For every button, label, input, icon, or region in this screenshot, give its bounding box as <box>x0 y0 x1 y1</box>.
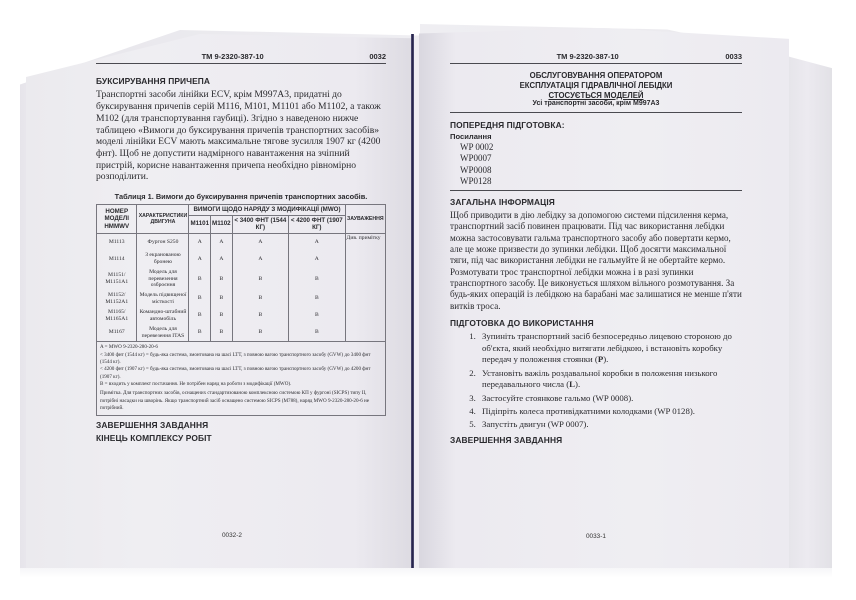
cell-engine: Модель підвищеної місткості <box>137 290 189 307</box>
table-row <box>97 290 386 307</box>
cell-lt4200: A <box>289 251 345 268</box>
cell-m1101: B <box>189 268 211 290</box>
table-row <box>97 251 386 268</box>
left-page-header <box>96 52 386 64</box>
title-line-3: СТОСУЄТЬСЯ МОДЕЛЕЙ <box>548 90 644 100</box>
work-package-title-block <box>450 64 742 113</box>
cell-remarks: Див. примітку <box>345 233 385 251</box>
title-line-2: ЕКСПЛУАТАЦІЯ ГІДРАВЛІЧНОЇ ЛЕБІДКИ <box>519 80 673 90</box>
cell-m1102: B <box>211 268 233 290</box>
cell-lt4200: A <box>289 233 345 251</box>
cell-m1101: B <box>189 324 211 342</box>
step-item: 1. Зупиніть транспортний засіб безпосередньо лицевою стороною до об'єкта, який необхідно витягати лебідкою, і встановіть коробку передач у положення стоянки (P). <box>478 331 742 365</box>
reference-item: WP 0002 <box>460 141 494 152</box>
col-mwo-group: ВИМОГИ ЩОДО НАРЯДУ З МОДИФІКАЦІЇ (MWO) <box>189 205 345 216</box>
cell-remarks <box>345 268 385 290</box>
reference-item: WP0128 <box>460 176 492 187</box>
doc-number: ТМ 9-2320-387-10 <box>201 52 264 61</box>
general-info-title: ЗАГАЛЬНА ІНФОРМАЦІЯ <box>450 196 555 207</box>
cell-lt3400: B <box>232 307 288 324</box>
cell-model: M1165/ M1165A1 <box>97 307 137 324</box>
divider <box>450 190 742 191</box>
doc-number: ТМ 9-2320-387-10 <box>556 52 619 61</box>
note-b: B = входить у комплект постачання. Не потрібен наряд на роботи з модифікації (MWO). <box>100 381 292 388</box>
cell-m1101: A <box>189 251 211 268</box>
col-model: НОМЕР МОДЕЛІ HMMWV <box>97 205 137 234</box>
cell-m1102: B <box>211 290 233 307</box>
col-m1102: M1102 <box>211 215 233 233</box>
table-footnote: Примітка. Для транспортних засобів, оснащених стандартизованою комплексною системою КП у фургоні (SICPS) типу II, потрібні насадки на шворінь. Якщо транспортний засіб оснащено системою SICPS (M788), наряд MWO 9-2320-280-20-6 не потрібний. <box>100 390 369 412</box>
cell-m1102: A <box>211 251 233 268</box>
col-engine: ХАРАКТЕРИСТИКИ ДВИГУНА <box>137 205 189 234</box>
wp-number: 0032 <box>369 52 386 61</box>
refs-label: Посилання <box>450 132 492 142</box>
usage-prep-title: ПІДГОТОВКА ДО ВИКОРИСТАННЯ <box>450 318 594 329</box>
step-item: 5. Запустіть двигун (WP 0007). <box>478 419 742 430</box>
cell-remarks <box>345 290 385 307</box>
cell-lt3400: B <box>232 290 288 307</box>
cell-engine: Командно-штабний автомобіль <box>137 307 189 324</box>
cell-model: M1151/ M1151A1 <box>97 268 137 290</box>
reference-item: WP0007 <box>460 153 492 164</box>
cell-lt3400: B <box>232 268 288 290</box>
references-list <box>450 142 742 188</box>
col-lt4200: < 4200 ФНТ (1907 КГ) <box>289 215 345 233</box>
step-item: 2. Установіть важіль роздавальної коробки в положення низького передавального числа (L). <box>478 368 742 391</box>
col-m1101: M1101 <box>189 215 211 233</box>
cell-lt3400: A <box>232 233 288 251</box>
note-3400: < 3400 фнт (1544 кг) = будь-яка система, змонтована на шасі LTT, з повною вагою транспортного засобу (GVW) до 3400 фнт (1544 кг). <box>100 351 371 365</box>
cell-m1102: A <box>211 233 233 251</box>
cell-remarks <box>345 251 385 268</box>
cell-lt4200: B <box>289 268 345 290</box>
cell-m1101: B <box>189 290 211 307</box>
cell-engine: Модель для перевезення озброєння <box>137 268 189 290</box>
table-notes <box>96 342 386 415</box>
cell-lt4200: B <box>289 307 345 324</box>
cell-engine: Фургон S250 <box>137 233 189 251</box>
steps-list <box>450 331 742 430</box>
book-spine <box>411 34 414 574</box>
title-line-1: ОБСЛУГОВУВАННЯ ОПЕРАТОРОМ <box>529 71 663 81</box>
cell-lt3400: A <box>232 251 288 268</box>
cell-model: M1114 <box>97 251 137 268</box>
col-lt3400: < 3400 ФНТ (1544 КГ) <box>232 215 288 233</box>
prep-title: ПОПЕРЕДНЯ ПІДГОТОВКА: <box>450 120 565 131</box>
page-bottom-edge <box>20 568 832 578</box>
general-info-paragraph: Щоб приводити в дію лебідку за допомогою системи підсилення керма, транспортний засіб повинен працювати. Під час використання лебідки можна застосовувати гальма транспортного засобу або повертати кермо, але це може призвести до зупинки лебідки. Щоб досягти максимальної тяги, під час використання лебідки не гальмуйте й не обертайте кермо. Розмотувати трос транспортної лебідки можна і в разі зупинки транспортного засобу. Це виконується шляхом вільного розмотування. За будь-яких операцій із лебідкою на барабані має залишатися не менше п'яти витків троса. <box>450 209 742 311</box>
cell-lt4200: B <box>289 290 345 307</box>
cell-lt3400: B <box>232 324 288 342</box>
cell-remarks <box>345 324 385 342</box>
left-page-content <box>96 52 386 446</box>
cell-lt4200: B <box>289 324 345 342</box>
table-row <box>97 307 386 324</box>
reference-item: WP0008 <box>460 164 492 175</box>
step-item: 4. Підіпріть колеса противідкатними колодками (WP 0128). <box>478 406 742 417</box>
step-item: 3. Застосуйте стоянкове гальмо (WP 0008). <box>478 393 742 404</box>
towing-requirements-table <box>96 204 386 342</box>
left-page-number: 0032-2 <box>222 532 242 539</box>
cell-engine: З екранованою бронею <box>137 251 189 268</box>
title-line-4: Усі транспортні засоби, крім M997A3 <box>532 100 660 108</box>
table-row <box>97 268 386 290</box>
right-page-header <box>450 52 742 64</box>
end-set-heading: КІНЕЦЬ КОМПЛЕКСУ РОБІТ <box>96 432 212 443</box>
wp-number: 0033 <box>725 52 742 61</box>
cell-m1101: A <box>189 233 211 251</box>
note-a: A = MWO 9-2320-280-20-6 <box>100 344 158 351</box>
cell-m1102: B <box>211 324 233 342</box>
col-remarks: ЗАУВАЖЕННЯ <box>345 205 385 234</box>
note-4200: < 4200 фнт (1907 кг) = будь-яка система, змонтована на шасі LTT, з повною вагою транспортного засобу (GVW) до 4200 фнт (1907 кг). <box>100 366 371 380</box>
intro-paragraph: Транспортні засоби лінійки ECV, крім M997A3, придатні до буксирування причепів серій M116, M101, M1101 або M1102, а також M102 (для транспортування гаубиці). Згідно з наведеною нижче таблицею «Вимоги до буксирування причепів транспортних засобів» моделі лінійки ECV мають максимальне тягове зусилля 1907 кг (4200 фнт). Щоб не допустити надмірного навантаження на зчіпний пристрій, корисне навантаження причепа необхідно рівномірно розподілити. <box>96 89 381 183</box>
section-title: БУКСИРУВАННЯ ПРИЧЕПА <box>96 76 211 87</box>
cell-m1102: B <box>211 307 233 324</box>
cell-model: M1113 <box>97 233 137 251</box>
table-row <box>97 324 386 342</box>
right-page-number: 0033-1 <box>586 533 606 540</box>
cell-model: M1167 <box>97 324 137 342</box>
cell-m1101: B <box>189 307 211 324</box>
end-task-heading: ЗАВЕРШЕННЯ ЗАВДАННЯ <box>96 419 209 430</box>
cell-engine: Модель для перевезення ITAS <box>137 324 189 342</box>
table-row <box>97 233 386 251</box>
right-page-content <box>450 52 742 448</box>
cell-model: M1152/ M1152A1 <box>97 290 137 307</box>
cell-remarks <box>345 307 385 324</box>
end-task-heading: ЗАВЕРШЕННЯ ЗАВДАННЯ <box>450 434 563 445</box>
table-title: Таблиця 1. Вимоги до буксирування причепів транспортних засобів. <box>114 192 368 202</box>
